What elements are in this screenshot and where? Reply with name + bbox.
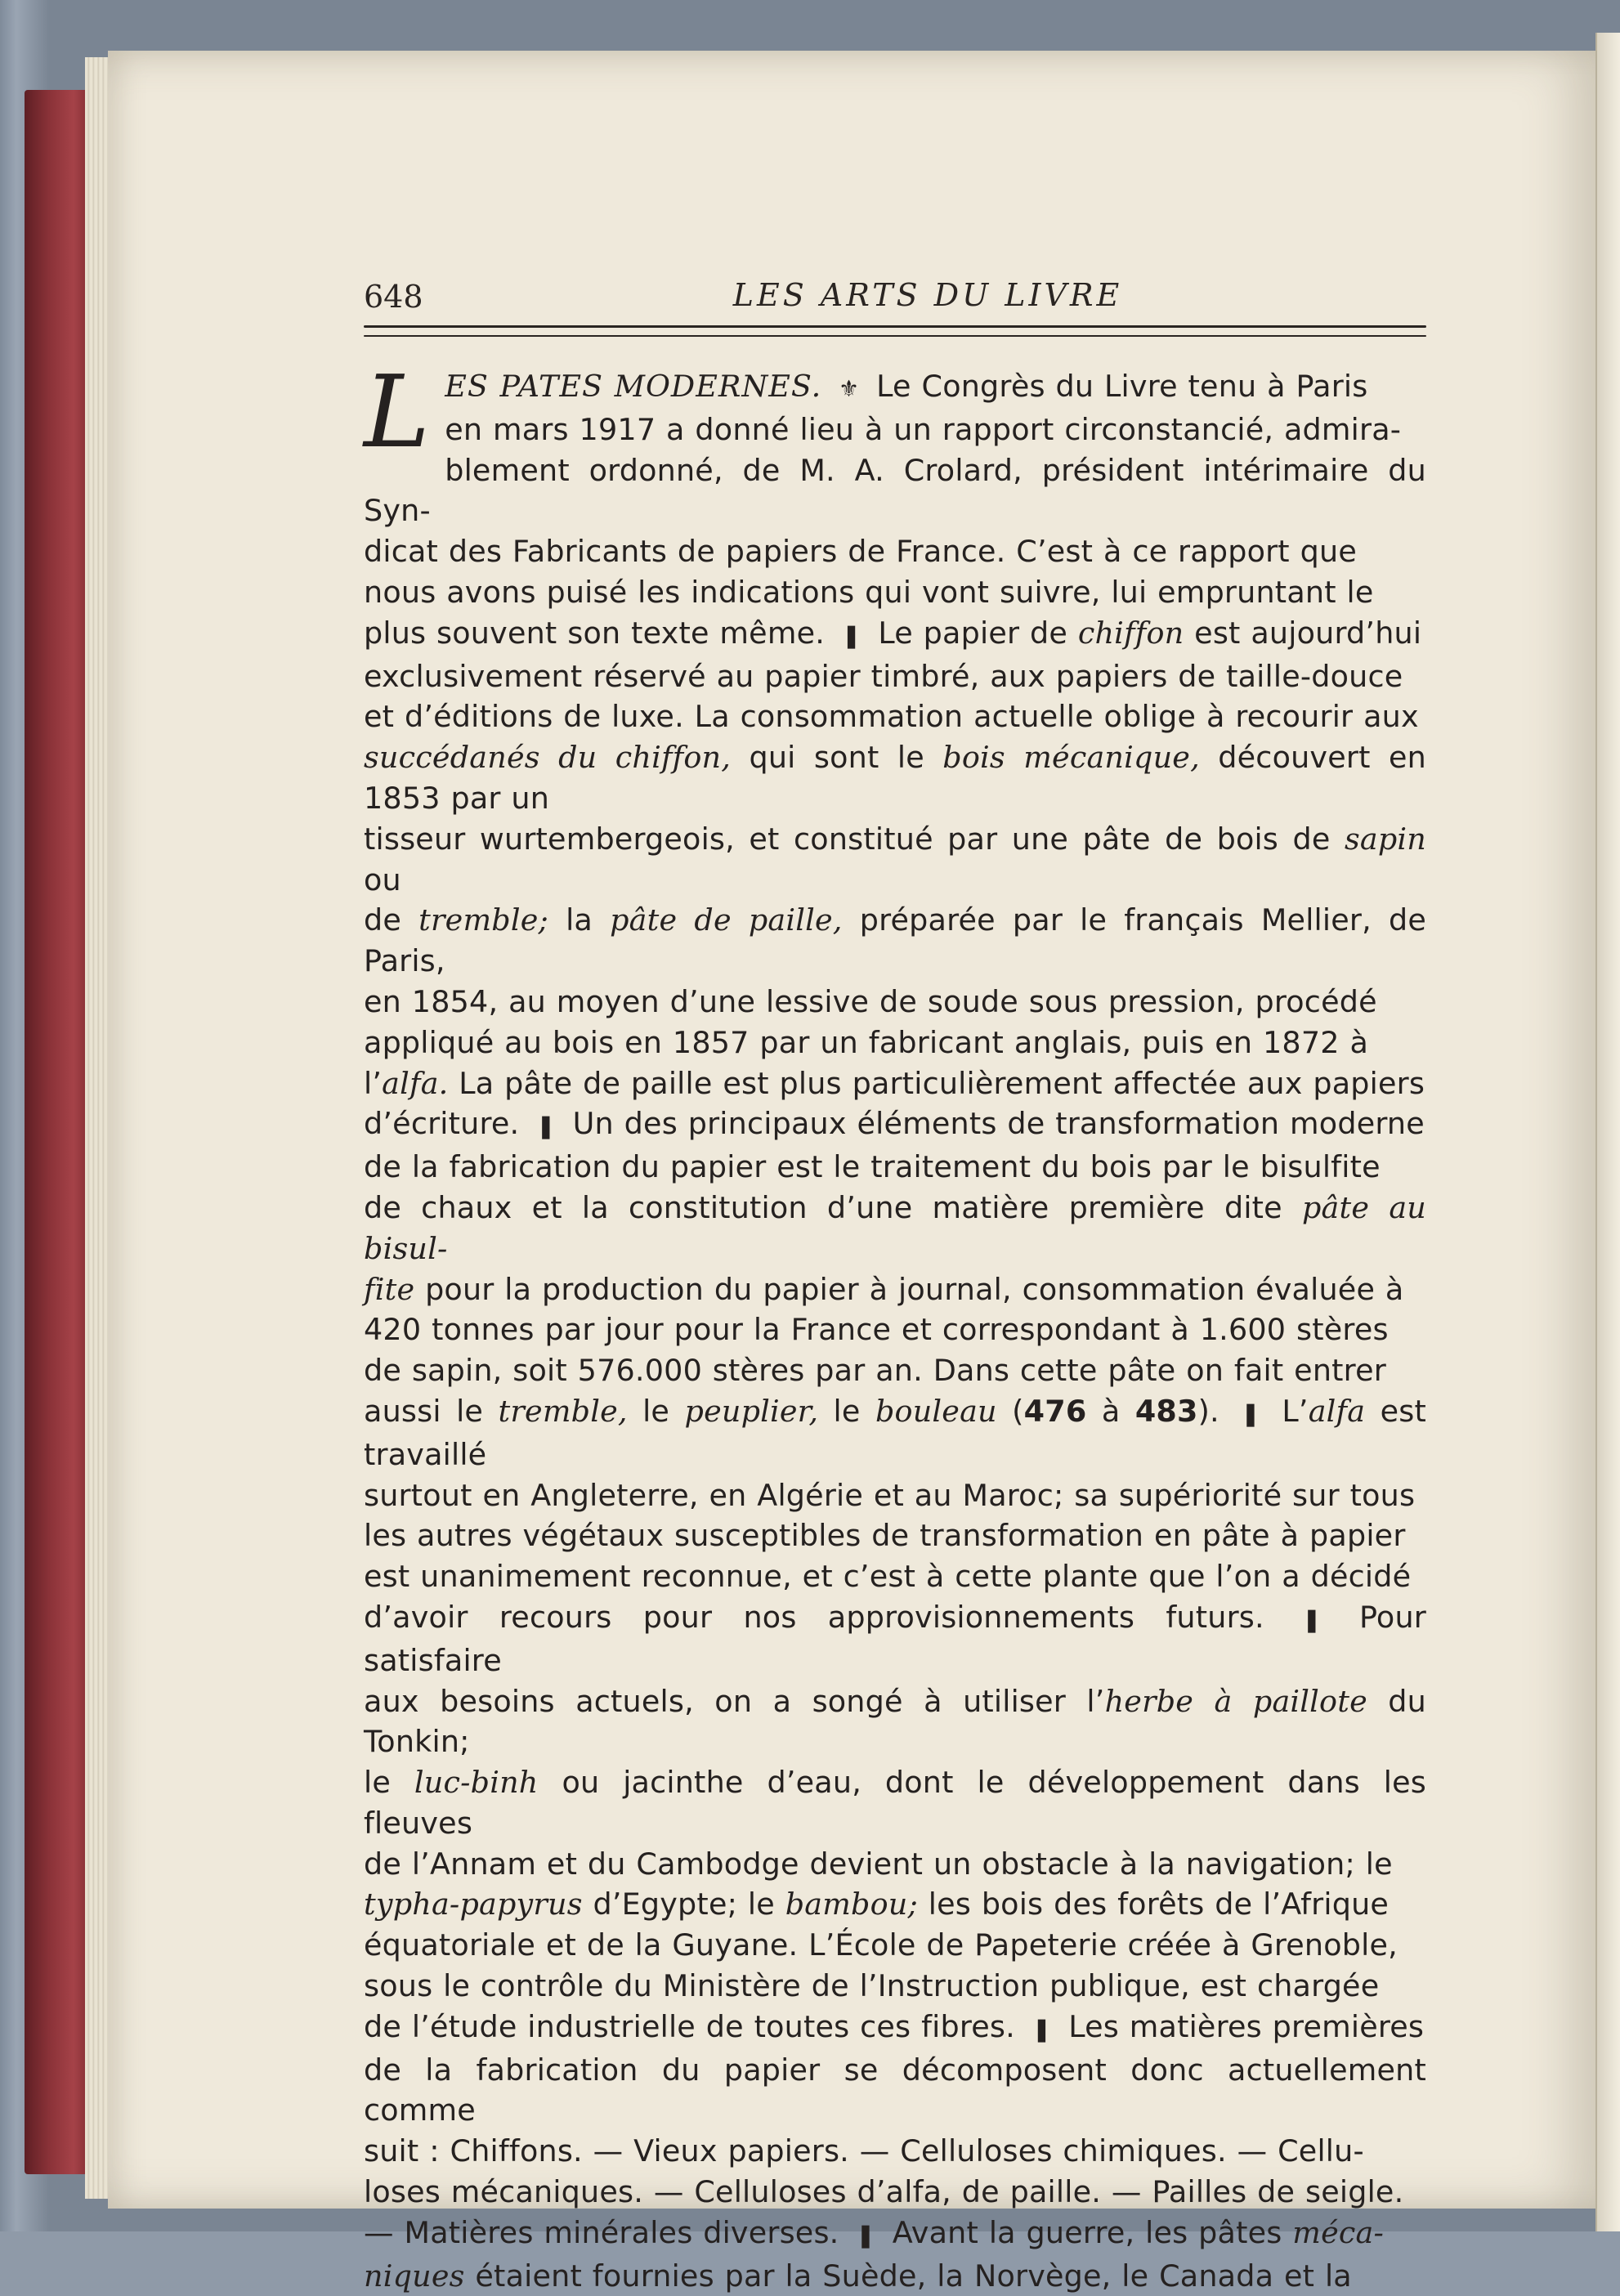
text-run: en mars 1917 a donné lieu à un rapport circonstancié, admira- [445,411,1402,447]
article-lines [364,354,1427,2296]
text-line [364,1515,1426,1556]
text-line [364,1309,1426,1350]
text-line [364,696,1426,737]
text-line [364,1350,1426,1391]
text-line [364,1188,1426,1269]
text-run: pour la production du papier à journal, consommation évaluée à [414,1271,1404,1307]
text-run: d’avoir recours pour nos approvisionnements futurs. [364,1599,1296,1635]
paragraph-mark-icon: ❚ [1032,2015,1052,2043]
text-run: 420 tonnes par jour pour la France et correspondant à 1.600 stères [364,1312,1389,1348]
text-line [364,1966,1426,2007]
text-line [364,1391,1426,1475]
paragraph-mark-icon: ❚ [1241,1399,1260,1427]
text-run: de l’étude industrielle de toutes ces fibres. [364,2008,1026,2044]
text-run: le [627,1393,685,1429]
text-run: ). [1197,1393,1235,1429]
text-line [364,1844,1426,1885]
text-line [364,900,1426,982]
text-line [876,369,1367,404]
text-run: pâte au bisul- [364,1189,1426,1266]
text-run: à [1086,1393,1135,1429]
text-run: aussi le [364,1393,499,1429]
text-run: tremble; [418,902,548,938]
text-run: 476 [1023,1393,1087,1429]
text-run: d’Egypte; le [582,1886,785,1922]
text-line [364,1269,1426,1310]
text-run: les bois des forêts de l’Afrique [918,1886,1390,1922]
text-run: est unanimement reconnue, et c’est à cette plante que l’on a décidé [364,1559,1412,1595]
text-run: fite [364,1271,415,1307]
text-line [364,819,1426,901]
text-run: méca- [1292,2214,1385,2250]
text-run: le [818,1393,875,1429]
text-run: exclusivement réservé au papier timbré, aux papiers de taille-douce [364,658,1403,694]
text-line [364,737,1426,819]
text-run: Le Congrès du Livre tenu à Paris [876,369,1368,404]
drop-cap: L [364,354,431,470]
text-run: et d’éditions de luxe. La consommation actuelle oblige à recourir aux [364,699,1419,735]
text-run: le [364,1765,414,1801]
text-run: bouleau [875,1393,997,1429]
text-run: appliqué au bois en 1857 par un fabricant anglais, puis en 1872 à [364,1024,1369,1060]
text-run: surtout en Angleterre, en Algérie et au Maroc; sa supériorité sur tous [364,1477,1416,1513]
running-title: LES ARTS DU LIVRE [732,277,1123,313]
text-run: équatoriale et de la Guyane. L’École de Papeterie créée à Grenoble, [364,1927,1398,1963]
text-line [364,1681,1426,1763]
text-run: de l’Annam et du Cambodge devient un obstacle à la navigation; le [364,1846,1393,1882]
text-run: peuplier, [684,1393,819,1429]
text-run: herbe à paillote [1104,1683,1367,1719]
text-run: chiffon [1077,615,1184,651]
paragraph-mark-icon: ❚ [856,2221,875,2249]
text-line [364,1762,1426,1844]
text-run: — Matières minérales diverses. [364,2214,850,2250]
text-run: L’ [1266,1393,1309,1429]
text-run: de sapin, soit 576.000 stères par an. Dans cette pâte on fait entrer [364,1353,1386,1389]
text-run: alfa. [382,1065,449,1101]
text-run: l’ [364,1065,383,1101]
text-run: du Tonkin; [364,1683,1427,1760]
section-title: ES PATES MODERNES. [445,369,822,404]
text-line [364,2007,1426,2050]
text-run: Avant la guerre, les pâtes [881,2214,1293,2250]
text-line [364,2256,1426,2296]
text-line [364,410,1426,450]
text-run: les autres végétaux susceptibles de transformation en pâte à papier [364,1518,1406,1554]
text-run: Les matières premières [1058,2008,1425,2044]
text-line [364,531,1426,572]
text-run: de chaux et la constitution d’une matière première dite [364,1189,1302,1225]
text-run: en 1854, au moyen d’une lessive de soude sous pression, procédé [364,983,1377,1019]
text-run: nous avons puisé les indications qui vont suivre, lui empruntant le [364,574,1374,610]
paragraph-mark-icon: ❚ [536,1112,556,1140]
text-line [364,450,1426,532]
fleuron-icon: ⚜ [839,375,860,402]
article-body [364,354,1427,2296]
page-header [364,274,1426,323]
text-line [364,2213,1426,2256]
text-run: de la fabrication du papier se décomposent donc actuellement comme [364,2052,1426,2128]
text-run: ou [364,862,401,897]
text-line [364,613,1426,656]
text-run: qui sont le [731,740,943,776]
paragraph-mark-icon: ❚ [1302,1605,1322,1633]
text-run: Un des principaux éléments de transformation moderne [562,1106,1425,1142]
text-line [364,982,1426,1023]
text-run: étaient fournies par la Suède, la Norvège, le Canada et la [464,2258,1352,2294]
text-run: d’écriture. [364,1106,530,1142]
text-run: tisseur wurtembergeois, et constitué par une pâte de bois de [364,821,1345,857]
text-run: typha-papyrus [364,1886,583,1922]
text-run: aux besoins actuels, on a songé à utiliser l’ [364,1683,1105,1719]
text-run: préparée par le français Mellier, de Paris, [364,902,1426,979]
text-run: blement ordonné, de M. A. Crolard, président intérimaire du Syn- [364,452,1426,529]
text-run: niques [364,2258,465,2294]
text-run: bambou; [785,1886,918,1922]
text-run: pâte de paille, [610,902,843,938]
text-line [364,656,1426,697]
text-run: sous le contrôle du Ministère de l’Instruction publique, est chargée [364,1968,1380,2004]
text-run: Pour satisfaire [364,1599,1426,1678]
text-run: de [364,902,419,938]
text-run: découvert en 1853 par un [364,740,1426,816]
text-line [364,1023,1426,1063]
text-line [364,2172,1426,2213]
text-run: la [548,902,611,938]
text-run: succédanés du chiffon, [364,740,732,776]
text-run: bois mécanique, [942,740,1200,776]
page-number: 648 [364,279,423,315]
text-run: de la fabrication du papier est le traitement du bois par le bisulfite [364,1149,1381,1185]
text-run: luc-binh [414,1765,539,1801]
text-run: est travaillé [364,1393,1426,1472]
text-line [364,1925,1426,1966]
paragraph-mark-icon: ❚ [841,621,861,649]
text-line [364,1103,1426,1147]
text-run: sapin [1344,821,1426,857]
facing-page-edge [1595,33,1620,2231]
text-line [364,1597,1426,1681]
text-run: Le papier de [867,615,1078,651]
text-run: plus souvent son texte même. [364,615,835,651]
text-line [364,1063,1426,1104]
text-line [364,572,1426,613]
text-run: loses mécaniques. — Celluloses d’alfa, de paille. — Pailles de seigle. [364,2174,1404,2210]
text-run: La pâte de paille est plus particulièrement affectée aux papiers [448,1065,1425,1101]
text-line [364,1556,1426,1597]
text-line [364,1475,1426,1516]
text-line [364,1884,1426,1925]
text-run: ou jacinthe d’eau, dont le développement dans les fleuves [364,1765,1426,1841]
text-run: dicat des Fabricants de papiers de France. C’est à ce rapport que [364,534,1357,570]
text-run: alfa [1308,1393,1366,1429]
text-run: suit : Chiffons. — Vieux papiers. — Celluloses chimiques. — Cellu- [364,2133,1364,2169]
text-run: ( [996,1393,1024,1429]
header-double-rule [364,325,1426,342]
text-run: tremble, [498,1393,628,1429]
text-line [364,2050,1426,2132]
text-line [364,2131,1426,2172]
text-line [364,1147,1426,1188]
text-run: est aujourd’hui [1184,615,1422,651]
text-run: 483 [1134,1393,1198,1429]
